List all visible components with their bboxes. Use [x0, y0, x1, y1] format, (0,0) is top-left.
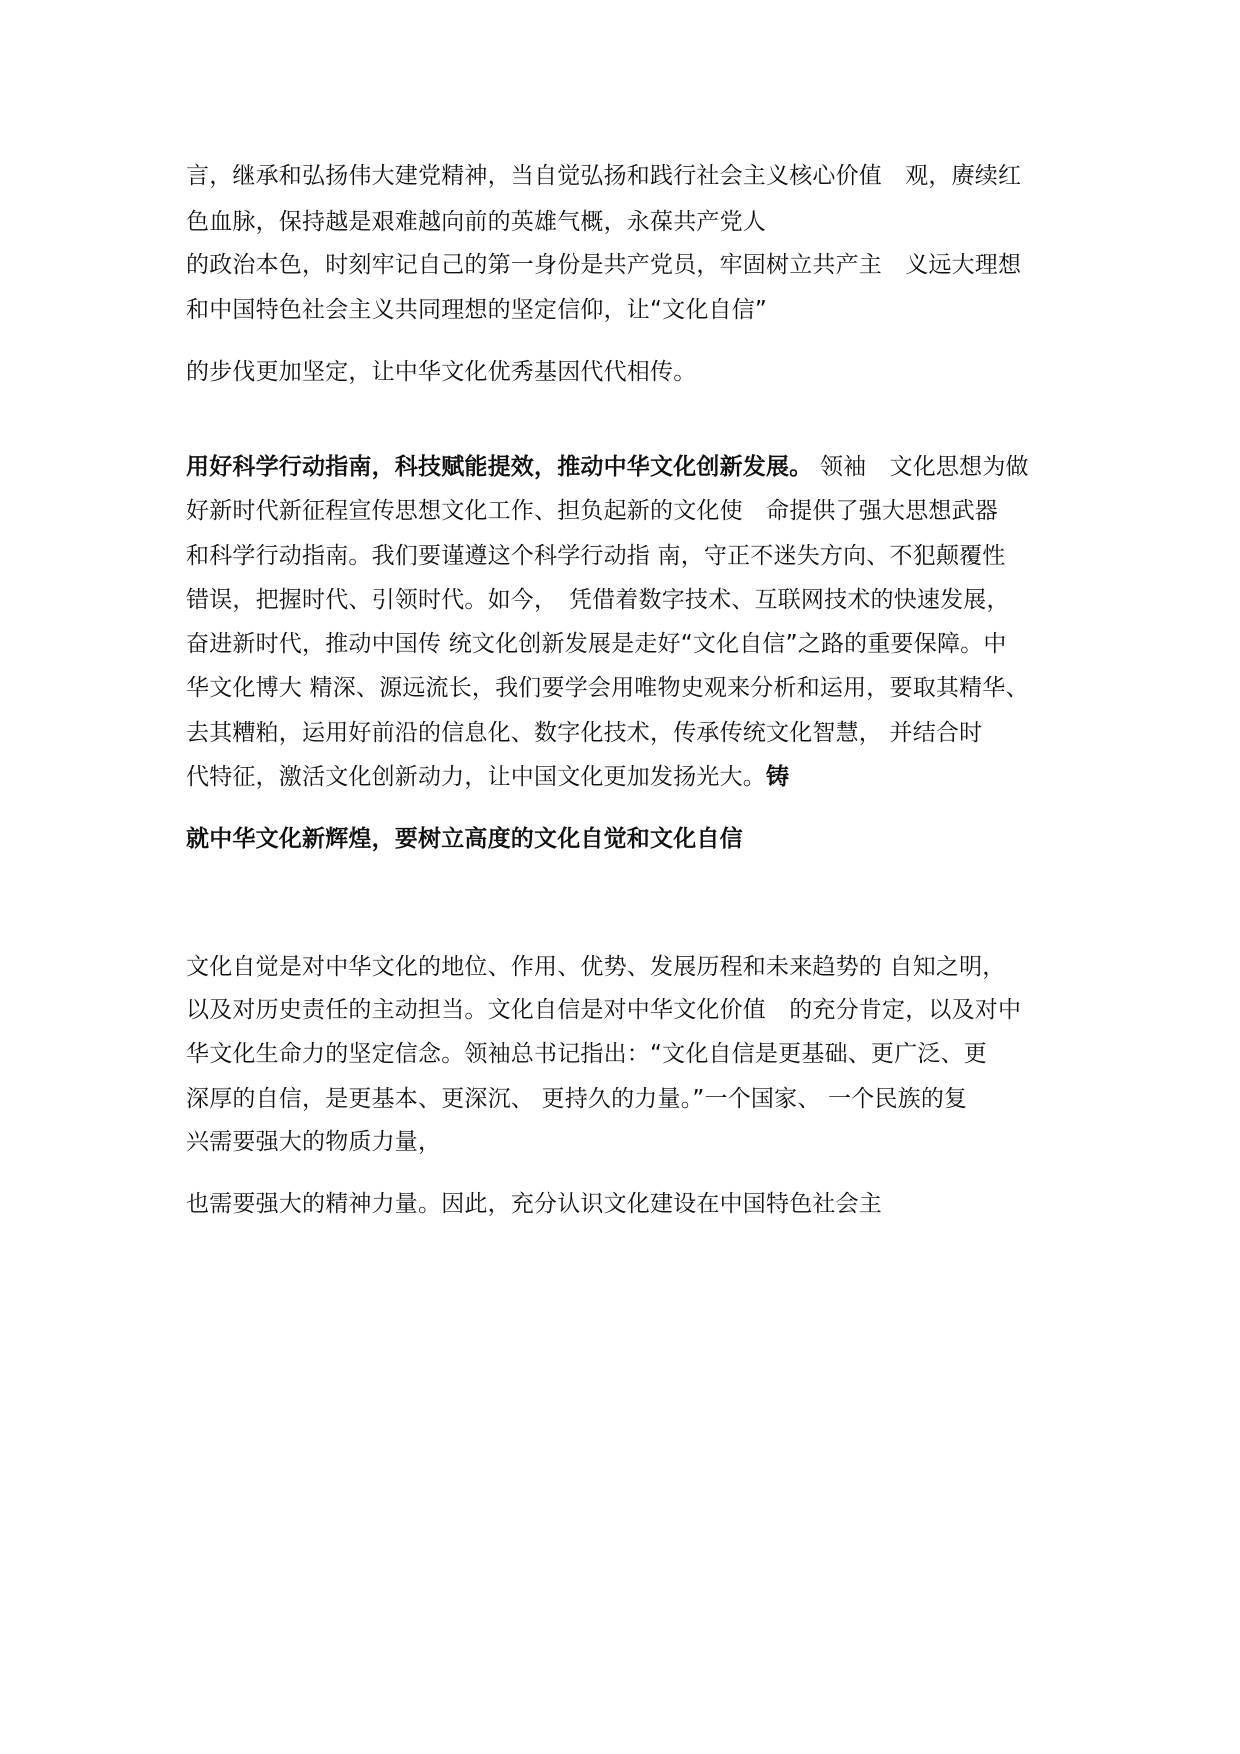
text-line: 华文化博大 精深、源远流长，我们要学会用唯物史观来分析和运用，要取其精华、 — [186, 675, 1029, 701]
text-line: 和中国特色社会主义共同理想的坚定信仰，让“文化自信” — [186, 297, 768, 323]
text-line: 也需要强大的精神力量。因此，充分认识文化建设在中国特色社会主 — [186, 1191, 882, 1217]
text-line: 去其糟粕，运用好前沿的信息化、数字化技术，传承传统文化智慧， 并结合时 — [186, 720, 983, 746]
text-line: 的步伐更加坚定，让中华文化优秀基因代代相传。 — [186, 359, 697, 385]
paragraph-heading: 用好科学行动指南，科技赋能提效，推动中华文化创新发展。 — [186, 454, 813, 480]
text-span: 领袖 文化思想为做 — [819, 454, 1029, 480]
text-line: 兴需要强大的物质力量， — [186, 1129, 442, 1155]
text-line: 好新时代新征程宣传思想文化工作、担负起新的文化使 命提供了强大思想武器 — [186, 498, 998, 524]
text-line: 以及对历史责任的主动担当。文化自信是对中华文化价值 的充分肯定，以及对中 — [186, 997, 1022, 1023]
text-line: 奋进新时代，推动中国传 统文化创新发展是走好“文化自信”之路的重要保障。中 — [186, 631, 1007, 657]
section-heading: 就中华文化新辉煌，要树立高度的文化自觉和文化自信 — [186, 826, 743, 852]
text-line: 和科学行动指南。我们要谨遵这个科学行动指 南，守正不迷失方向、不犯颠覆性 — [186, 543, 1006, 569]
text-line: 文化自觉是对中华文化的地位、作用、优势、发展历程和未来趋势的 自知之明， — [186, 954, 1006, 980]
bold-text-span: 铸 — [766, 764, 790, 790]
text-line: 色血脉，保持越是艰难越向前的英雄气概，永葆共产党人 — [186, 209, 766, 235]
text-line: 深厚的自信，是更基本、更深沉、 更持久的力量。”一个国家、 一个民族的复 — [186, 1086, 968, 1112]
text-span: 代特征，激活文化创新动力，让中国文化更加发扬光大。 — [186, 764, 766, 790]
text-line: 错误，把握时代、引领时代。如今， 凭借着数字技术、互联网技术的快速发展， — [186, 587, 1010, 613]
text-line: 华文化生命力的坚定信念。领袖总书记指出：“文化自信是更基础、更广泛、更 — [186, 1041, 987, 1067]
paragraph-first-line — [186, 450, 1029, 484]
text-line: 的政治本色，时刻牢记自己的第一身份是共产党员，牢固树立共产主 义远大理想 — [186, 252, 1022, 278]
paragraph-last-line — [186, 760, 789, 794]
text-line: 言，继承和弘扬伟大建党精神，当自觉弘扬和践行社会主义核心价值 观，赓续红 — [186, 163, 1022, 189]
